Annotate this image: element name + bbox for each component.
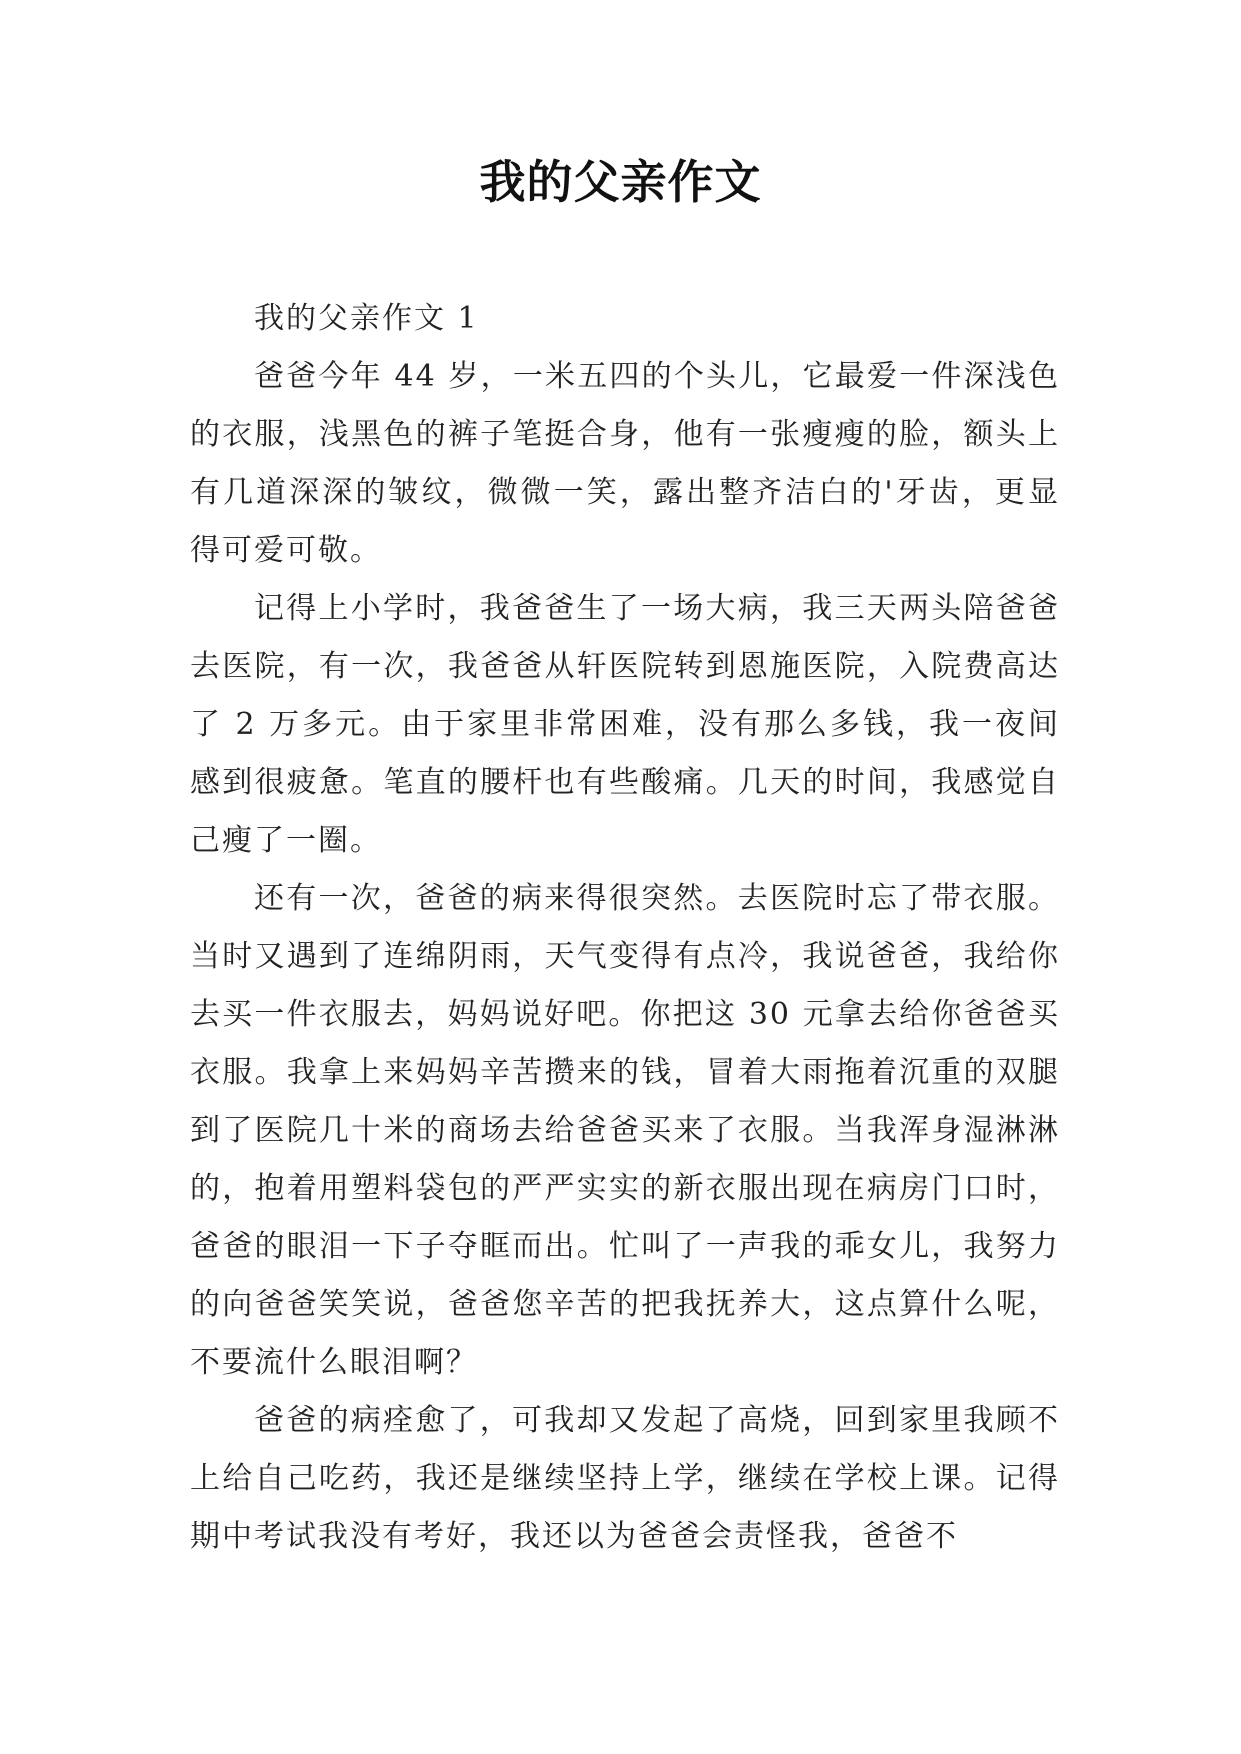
paragraph: 爸爸的病痊愈了，可我却又发起了高烧，回到家里我顾不上给自己吃药，我还是继续坚持上学，继续在学校上课。记得期中考试我没有考好，我还以为爸爸会责怪我，爸爸不 (190, 1403, 1060, 1554)
paragraph: 记得上小学时，我爸爸生了一场大病，我三天两头陪爸爸去医院，有一次，我爸爸从轩医院转到恩施医院，入院费高达了 2 万多元。由于家里非常困难，没有那么多钱，我一夜间感到很疲惫。笔直的腰杆也有些酸痛。几天的时间，我感觉自己瘦了一圈。 (190, 591, 1060, 858)
document-title: 我的父亲作文 (479, 155, 762, 209)
paragraph: 爸爸今年 44 岁，一米五四的个头儿，它最爱一件深浅色的衣服，浅黑色的裤子笔挺合身，他有一张瘦瘦的脸，额头上有几道深深的皱纹，微微一笑，露出整齐洁白的'牙齿，更显得可爱可敬。 (190, 359, 1060, 568)
paragraph: 还有一次，爸爸的病来得很突然。去医院时忘了带衣服。当时又遇到了连绵阴雨，天气变得有点冷，我说爸爸，我给你去买一件衣服去，妈妈说好吧。你把这 30 元拿去给你爸爸买衣服。我拿上来妈妈辛苦攒来的钱，冒着大雨拖着沉重的双腿到了医院几十米的商场去给爸爸买来了衣服。当我浑身湿淋淋的，抱着用塑料袋包的严严实实的新衣服出现在病房门口时，爸爸的眼泪一下子夺眶而出。忙叫了一声我的乖女儿，我努力的向爸爸笑笑说，爸爸您辛苦的把我抚养大，这点算什么呢，不要流什么眼泪啊？ (190, 881, 1060, 1380)
section-heading: 我的父亲作文 1 (254, 301, 479, 336)
document-body (190, 290, 1060, 1566)
